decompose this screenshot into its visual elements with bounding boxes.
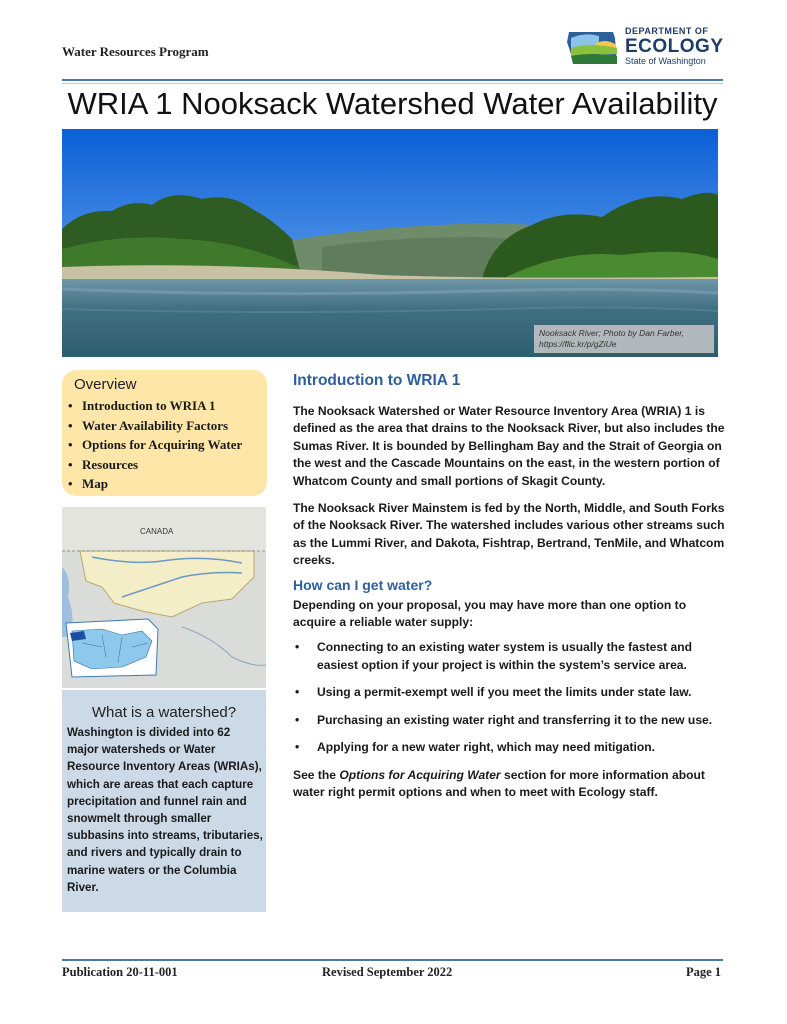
water-option-existing-system: • Connecting to an existing water system is usually the fastest and easiest option if your project is within the system’s service area. — [295, 640, 693, 672]
intro-paragraph-2: The Nooksack River Mainstem is fed by the North, Middle, and South Forks of the Nooksack River. The watershed includes various other streams such as the Lummi River, and Dakota, Fishtrap, Bertrand, TenMile, and Whatcom creeks. — [293, 501, 725, 568]
overview-link-availability-factors[interactable]: • Water Availability Factors — [68, 417, 229, 433]
river-photo — [62, 129, 718, 357]
header-rule — [62, 79, 723, 81]
main-content — [293, 372, 725, 801]
see-options-paragraph: See the Options for Acquiring Water section for more information about water right permit options and when to meet with Ecology staff. — [293, 767, 705, 799]
footer-rule — [62, 959, 723, 961]
water-option-purchase-right: • Purchasing an existing water right and transferring it to the new use. — [295, 712, 713, 727]
overview-link-introduction[interactable]: • Introduction to WRIA 1 — [68, 398, 216, 413]
map-label-canada: CANADA — [140, 527, 174, 536]
water-option-new-right: • Applying for a new water right, which may need mitigation. — [295, 740, 655, 755]
photo-caption-line1: Nooksack River; Photo by Dan Farber, — [539, 327, 685, 338]
ecology-logo — [565, 24, 725, 74]
logo-department: DEPARTMENT OF — [625, 26, 709, 36]
watershed-body: Washington is divided into 62 major watersheds or Water Resource Inventory Areas (WRIAs), which are areas that each capture precipitation and funnel rain and snowmelt through smaller subbasins into streams, tributaries, and rivers and typically drain to marine waters or the Columbia River. — [67, 726, 263, 894]
water-option-permit-exempt-well: • Using a permit-exempt well if you meet the limits under state law. — [295, 685, 692, 700]
watershed-map — [62, 507, 266, 688]
footer-publication: Publication 20-11-001 — [62, 965, 178, 979]
logo-ecology: ECOLOGY — [625, 36, 724, 57]
footer-page-number: Page 1 — [685, 965, 721, 979]
overview-list — [68, 396, 242, 494]
intro-paragraph-1: The Nooksack Watershed or Water Resource Inventory Area (WRIA) 1 is defined as the area that drains to the Nooksack River, but also includes the Sumas River. It is bounded by Bellingham Bay and the Strait of Georgia on the west and the Cascade Mountains on the east, in the western portion of Whatcom County and small portions of Skagit County. — [293, 404, 725, 488]
overview-link-map[interactable]: • Map — [68, 476, 108, 491]
water-heading: How can I get water? — [293, 576, 433, 593]
watershed-info-box — [62, 690, 266, 912]
overview-link-resources[interactable]: • Resources — [68, 456, 139, 472]
overview-link-acquiring-water[interactable]: • Options for Acquiring Water — [68, 437, 243, 452]
program-name: Water Resources Program — [62, 44, 209, 59]
footer-revised: Revised September 2022 — [322, 965, 453, 979]
photo-caption-link[interactable]: https://flic.kr/p/gZiUe — [539, 338, 617, 349]
water-intro: Depending on your proposal, you may have more than one option to acquire a reliable water supply: — [293, 597, 687, 630]
options-section-link[interactable]: Options for Acquiring Water — [339, 767, 501, 782]
overview-title: Overview — [74, 376, 137, 393]
photo-caption — [534, 325, 714, 353]
overview-box — [62, 370, 267, 496]
washington-state-logo-icon — [565, 24, 621, 72]
logo-state: State of Washington — [625, 56, 706, 66]
page-title: WRIA 1 Nooksack Watershed Water Availability — [67, 86, 718, 121]
watershed-title: What is a watershed? — [91, 704, 237, 721]
header-rule-thin — [62, 83, 723, 84]
water-options-list — [293, 639, 725, 756]
intro-heading: Introduction to WRIA 1 — [293, 372, 461, 389]
